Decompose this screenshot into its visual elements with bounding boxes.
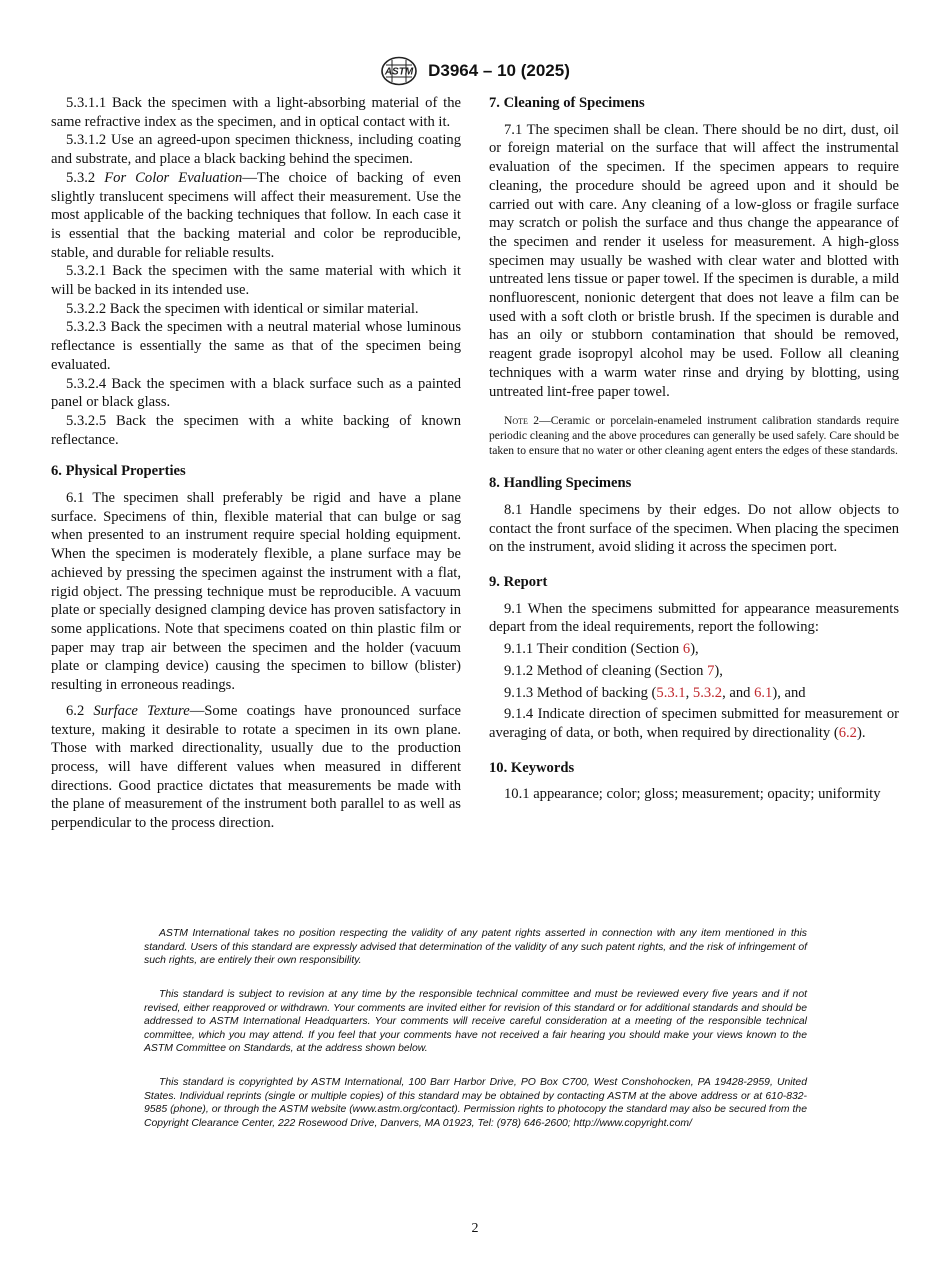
section-7-heading: 7. Cleaning of Specimens [489, 95, 645, 111]
para-6-2: 6.2 Surface Texture—Some coatings have pronounced surface texture, making it desirable to rotate a specimen in its own plane. Those with marked directionality, usually due to the production process, will have different values when measured in different directions. Good practice dictates that measurements be made with the plane of measurement of the instrument both parallel to as well as perpendicular to the process direction. [51, 702, 461, 832]
para-10-1: 10.1 appearance; color; gloss; measurement; opacity; uniformity [504, 786, 881, 803]
section-ref-link[interactable]: 6.1 [754, 684, 773, 701]
page-number: 2 [471, 1221, 479, 1236]
footer-notice-patent: ASTM International takes no position respecting the validity of any patent rights asserted in connection with any item mentioned in this standard. Users of this standard are expressly advised that determination of the validity of any such patent rights, and the risk of infringement of such rights, are entirely their own responsibility. [144, 928, 807, 966]
section-10-heading: 10. Keywords [489, 759, 575, 776]
para-5-3-2-3: 5.3.2.3 Back the specimen with a neutral material whose luminous reflectance is essentially the same as that of the specimen being evaluated. [51, 319, 461, 373]
left-column [51, 94, 461, 833]
para-6-1: 6.1 The specimen shall preferably be rigid and have a plane surface. Specimens of thin, flexible material that can bulge or sag when presented to an instrument require special holding equipment. When the specimen is moderately flexible, a plane surface may be achieved by pressing the specimen against the instrument with a flat, rigid object. The pressing technique must be reproducible. A vacuum plate or specially designed clamping device has proven satisfactory in some applications. Note that specimens coated on thin plastic film or paper may trap air between the specimen and the holder (vacuum plate or clamping device) causing the specimen to billow (blister) resulting in erroneous readings. [51, 490, 461, 694]
para-9-1-4: 9.1.4 Indicate direction of specimen submitted for measurement or averaging of data, or both, when required by directionality (6.2). [489, 706, 899, 741]
note-2: Note 2—Ceramic or porcelain-enameled instrument calibration standards require periodic cleaning and the above procedures can generally be used safely. Care should be taken to ensure that no water or other cleaning agent enters the edges of these standards. [489, 414, 899, 458]
para-9-1-1: 9.1.1 Their condition (Section 6), [504, 641, 699, 658]
para-8-1: 8.1 Handle specimens by their edges. Do not allow objects to contact the front surface of the specimen. When placing the specimen on the instrument, avoid sliding it across the specimen port. [489, 501, 899, 556]
section-ref-link[interactable]: 6 [682, 641, 691, 658]
right-column [489, 94, 899, 804]
section-ref-link[interactable]: 5.3.1 [656, 684, 686, 701]
footer-notice-copyright: This standard is copyrighted by ASTM International, 100 Barr Harbor Drive, PO Box C700, West Conshohocken, PA 19428-2959, United States. Individual reprints (single or multiple copies) of this standard may be obtained by contacting ASTM at the above address or at 610-832-9585 (phone), or through the ASTM website (www.astm.org/contact). Permission rights to photocopy the standard may also be secured from the Copyright Clearance Center, 222 Rosewood Drive, Danvers, MA 01923, Tel: (978) 646-2600; http://www.copyright.com/ [144, 1077, 807, 1129]
section-ref-link[interactable]: 5.3.2 [692, 684, 723, 701]
standard-designation: D3964 – 10 (2025) [428, 61, 570, 80]
section-8-heading: 8. Handling Specimens [489, 475, 632, 492]
page-header [0, 56, 950, 86]
para-5-3-1-2: 5.3.1.2 Use an agreed-upon specimen thickness, including coating and substrate, and place a black backing behind the specimen. [51, 132, 461, 168]
para-5-3-2-2: 5.3.2.2 Back the specimen with identical or similar material. [66, 300, 419, 317]
footer-notice-revision: This standard is subject to revision at any time by the responsible technical committee and must be reviewed every five years and if not revised, either reapproved or withdrawn. Your comments are invited either for revision of this standard or for additional standards and should be addressed to ASTM International Headquarters. Your comments will receive careful consideration at a meeting of the responsible technical committee, which you may attend. If you feel that your comments have not received a fair hearing you should make your views known to the ASTM Committee on Standards, at the address shown below. [144, 989, 807, 1054]
para-7-1: 7.1 The specimen shall be clean. There should be no dirt, dust, oil or foreign material on the surface that will affect the instrumental evaluation of the specimen. If the specimen appears to require cleaning, the procedure should be agreed upon and it should be carried out with care. Any cleaning of a low-gloss or fragile surface may scratch or polish the surface and thus change the appearance of the specimen and render it useless for measurement. A high-gloss specimen may usually be washed with clear water and blotted with untreated lens tissue or paper towel. If the specimen is durable, a mild nonfluorescent, nonionic detergent that does not leave a film can be used with a soft cloth or bristle brush. If the specimen is durable and has an oily or stubborn contamination that should be removed, reagent grade isopropyl alcohol may be used. Follow all cleaning techniques with a warm water rinse and drying by blotting, using untreated lint-free paper towel. [489, 121, 899, 400]
section-6-heading: 6. Physical Properties [51, 463, 186, 480]
section-ref-link[interactable]: 7 [707, 662, 715, 679]
section-ref-link[interactable]: 6.2 [838, 724, 857, 741]
para-9-1: 9.1 When the specimens submitted for appearance measurements depart from the ideal requirements, report the following: [489, 600, 899, 636]
para-9-1-3: 9.1.3 Method of backing (5.3.1, 5.3.2, and 6.1), and [504, 684, 806, 701]
para-9-1-2: 9.1.2 Method of cleaning (Section 7), [504, 662, 723, 679]
para-5-3-2-5: 5.3.2.5 Back the specimen with a white backing of known reflectance. [51, 412, 461, 448]
para-5-3-2-4: 5.3.2.4 Back the specimen with a black surface such as a painted panel or black glass. [51, 375, 461, 411]
para-5-3-1-1: 5.3.1.1 Back the specimen with a light-absorbing material of the same refractive index as the specimen, and in optical contact with it. [51, 95, 461, 130]
section-9-heading: 9. Report [489, 574, 548, 591]
svg-text:ASTM: ASTM [384, 66, 414, 78]
para-5-3-2: 5.3.2 For Color Evaluation—The choice of backing of even slightly translucent specimens will affect their measurement. Use the most applicable of the backing techniques that follow. In each case it is essential that the backing material and color be reproducible, stable, and durable for reliable results. [51, 169, 461, 261]
astm-logo-icon [380, 56, 418, 86]
para-5-3-2-1: 5.3.2.1 Back the specimen with the same material with which it will be backed in its intended use. [51, 263, 461, 299]
